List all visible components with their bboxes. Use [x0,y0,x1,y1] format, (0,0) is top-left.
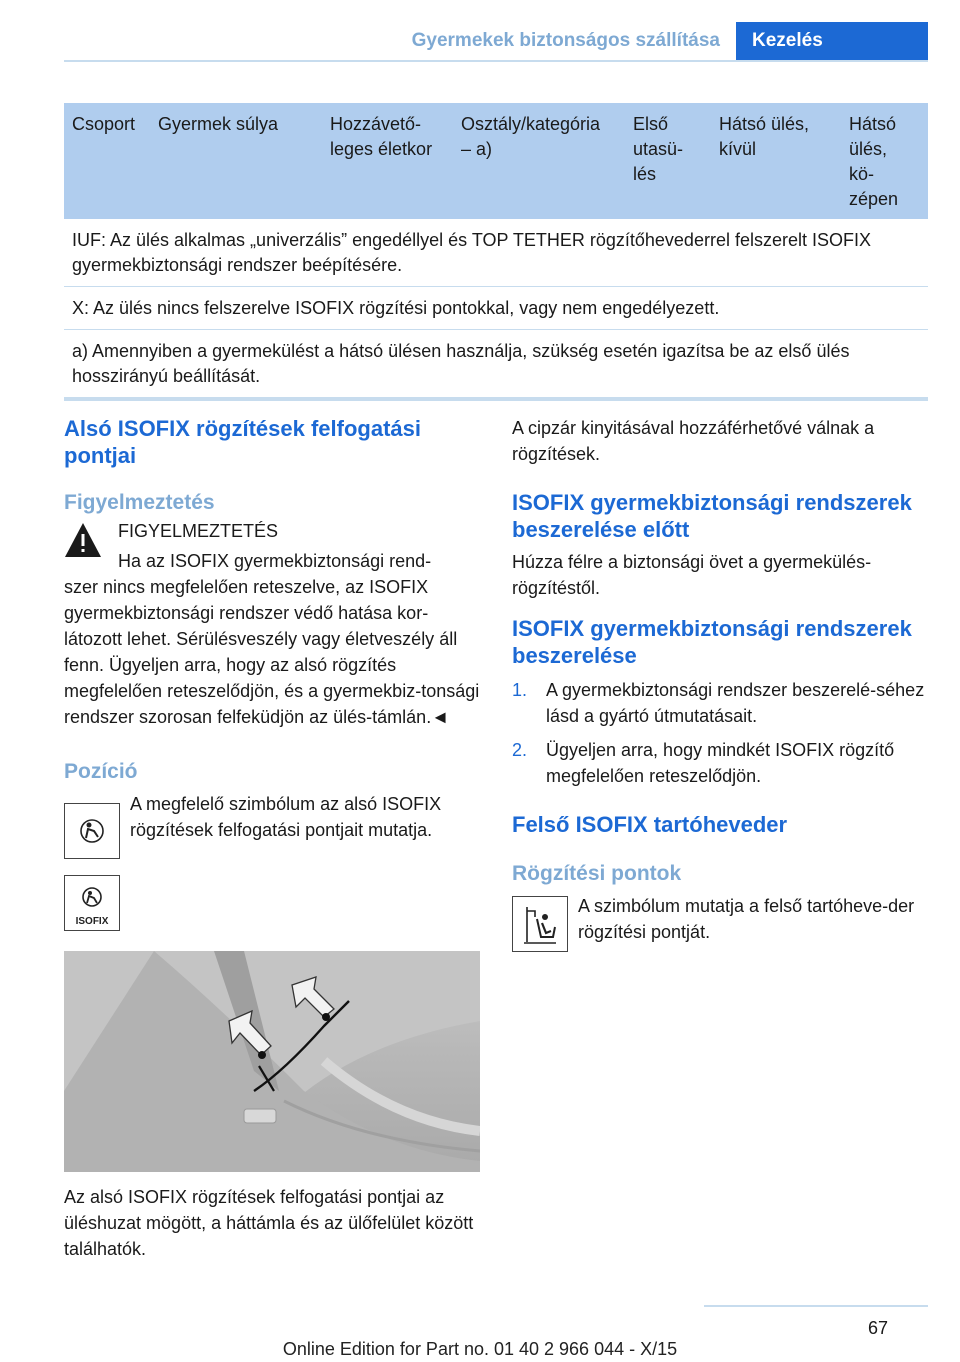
table-header-cell: Osztály/kategória – a) [461,114,601,159]
table-bottom-rule [64,397,928,401]
header-section-title: Gyermekek biztonságos szállítása [411,30,720,51]
section-heading-lower-isofix: Alsó ISOFIX rögzítések felfogatási pontjai [64,416,421,468]
table-note-row: IUF: Az ülés alkalmas „univerzális” engedéllyel és TOP TETHER rögzítőhevederrel felszerelt ISOFIX gyermekbiztonsági rendszer beépítésére. [64,219,928,287]
warning-label: FIGYELMEZTETÉS [118,521,279,541]
anchor-points-text: A szimbólum mutatja a felső tartóheve-der rögzítési pontját. [578,896,915,942]
table-header-cell: Hátsó ülés, kívül [719,114,810,159]
section-heading-install: ISOFIX gyermekbiztonsági rendszerek beszerelése [512,616,912,668]
table-header-cell: Hozzávető- leges életkor [330,114,433,159]
warning-triangle-icon [64,520,120,560]
table-header-cell: Hátsó ülés, kö- zépen [849,114,899,209]
table-note-row: a) Amennyiben a gyermekülést a hátsó ülésen használja, szükség esetén igazítsa be az első ülés hosszirányú beállítását. [72,341,850,386]
left-column [64,415,480,1262]
subheading-position: Pozíció [64,760,138,783]
install-steps-list [512,677,928,789]
top-tether-symbol [512,896,568,952]
right-column [512,415,928,953]
subheading-warning: Figyelmeztetés [64,491,215,514]
list-item-number: 2. [512,740,528,760]
table-header-row [64,103,928,219]
list-item-number: 1. [512,680,528,700]
header-chapter-tab: Kezelés [736,22,928,62]
table-note-row: X: Az ülés nincs felszerelve ISOFIX rögzítési pontokkal, vagy nem engedélyezett. [64,287,928,330]
position-symbols [64,791,480,927]
position-text: A megfelelő szimbólum az alsó ISOFIX rögzítések felfogatási pontjait mutatja. [130,794,442,840]
page-number: 67 [867,1318,888,1338]
table-header-cell: Csoport [72,114,136,134]
table-header-cell: Gyermek súlya [158,114,279,134]
child-seat-anchor-symbol [64,803,120,859]
child-seat-table [64,103,928,401]
page-header [0,0,960,62]
isofix-seat-photo [64,951,480,1172]
edition-footer: Online Edition for Part no. 01 40 2 966 044 - X/15 [282,1339,678,1359]
list-item-text: Ügyeljen arra, hogy mindkét ISOFIX rögzítő megfelelően reteszelődjön. [546,740,895,786]
subheading-anchor-points: Rögzítési pontok [512,862,682,885]
before-install-text: Húzza félre a biztonsági övet a gyermekülés-rögzítéstől. [512,552,872,598]
intro-text: A cipzár kinyitásával hozzáférhetővé válnak a rögzítések. [512,418,875,464]
photo-caption: Az alsó ISOFIX rögzítések felfogatási pontjai az üléshuzat mögött, a háttámla és az ülőfelület között találhatók. [64,1187,474,1259]
list-item [512,737,928,789]
top-tether-icon [513,897,567,951]
footer-rule [704,1305,928,1307]
table-header-cell: Első utasü- lés [633,114,684,184]
list-item-text: A gyermekbiztonsági rendszer beszerelé-séhez lásd a gyártó útmutatásait. [546,680,925,726]
child-seat-icon [65,804,119,858]
warning-text-first-line: Ha az ISOFIX gyermekbiztonsági rend- [118,551,432,571]
warning-block [64,518,480,730]
section-heading-before-install: ISOFIX gyermekbiztonsági rendszerek beszerelése előtt [512,490,912,542]
section-heading-top-tether: Felső ISOFIX tartóheveder [512,812,788,837]
isofix-anchor-symbol [64,875,120,931]
isofix-label: ISOFIX [75,916,109,927]
tether-symbol-block [512,893,928,953]
warning-text: szer nincs megfelelően reteszelve, az ISOFIX gyermekbiztonsági rendszer védő hatása kor-látozott lehet. Sérülésveszély vagy életveszély áll fenn. Ügyeljen arra, hogy az alsó rögzítés megfelelően reteszelődjön, és a gyermekbiz-tonsági rendszer szorosan felfeküdjön az ülés-támlán.◄ [64,577,480,727]
list-item [512,677,928,729]
seat-photo-illustration [64,951,480,1172]
header-rule [64,60,928,62]
